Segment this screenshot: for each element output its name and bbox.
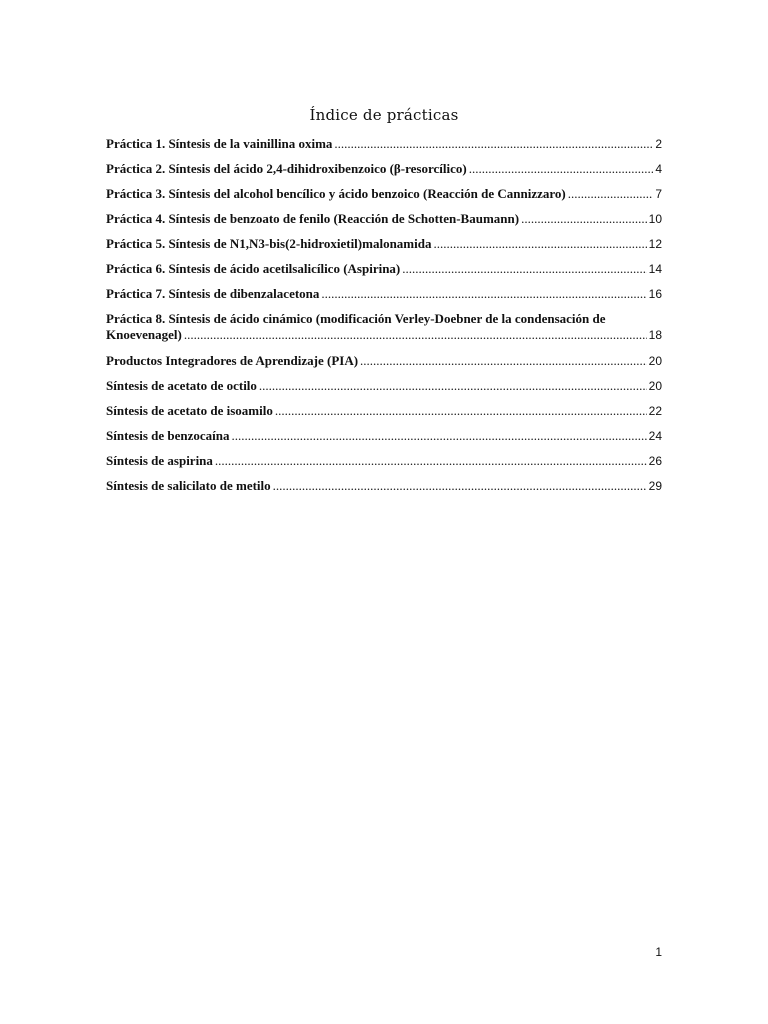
toc-entry[interactable] — [106, 186, 662, 211]
dot-leader — [215, 453, 647, 469]
toc-entry[interactable] — [106, 286, 662, 311]
toc-entry-page: 18 — [648, 328, 662, 342]
toc-entry[interactable] — [106, 453, 662, 478]
toc-entry-continuation — [106, 327, 662, 343]
toc-entry-label: Síntesis de salicilato de metilo — [106, 478, 271, 493]
toc-entry-page: 22 — [648, 404, 662, 418]
toc-entry-label: Práctica 1. Síntesis de la vainillina oxima — [106, 136, 333, 151]
toc-entry-page: 14 — [648, 262, 662, 276]
dot-leader — [469, 161, 654, 177]
toc-entry-page: 7 — [655, 187, 662, 201]
dot-leader — [360, 353, 647, 369]
dot-leader — [184, 327, 647, 343]
toc-entry[interactable] — [106, 311, 662, 353]
toc-entry-page: 12 — [648, 237, 662, 251]
toc-entry-page: 2 — [655, 137, 662, 151]
dot-leader — [232, 428, 647, 444]
dot-leader — [259, 378, 647, 394]
toc-entry-page: 10 — [648, 212, 662, 226]
toc-entry-page: 20 — [648, 379, 662, 393]
toc-entry-label: Práctica 4. Síntesis de benzoato de fenilo (Reacción de Schotten-Baumann) — [106, 211, 520, 226]
toc-entry-page: 24 — [648, 429, 662, 443]
toc-entry-label: Síntesis de benzocaína — [106, 428, 230, 443]
page-number: 1 — [655, 945, 662, 959]
table-of-contents — [106, 136, 662, 503]
toc-entry[interactable] — [106, 428, 662, 453]
toc-entry-page: 20 — [648, 354, 662, 368]
toc-entry-label: Síntesis de acetato de isoamilo — [106, 403, 273, 418]
dot-leader — [321, 286, 646, 302]
toc-entry-label: Práctica 5. Síntesis de N1,N3-bis(2-hidroxietil)malonamida — [106, 236, 432, 251]
toc-entry-page: 4 — [655, 162, 662, 176]
toc-entry[interactable] — [106, 236, 662, 261]
toc-entry[interactable] — [106, 161, 662, 186]
toc-entry-label: Síntesis de acetato de octilo — [106, 378, 257, 393]
toc-entry[interactable] — [106, 378, 662, 403]
dot-leader — [275, 403, 647, 419]
dot-leader — [521, 211, 647, 227]
toc-entry-label: Práctica 6. Síntesis de ácido acetilsalicílico (Aspirina) — [106, 261, 401, 276]
toc-entry-label: Práctica 7. Síntesis de dibenzalacetona — [106, 286, 320, 301]
dot-leader — [433, 236, 646, 252]
toc-entry-page: 26 — [648, 454, 662, 468]
toc-entry[interactable] — [106, 136, 662, 161]
toc-entry[interactable] — [106, 478, 662, 503]
toc-entry[interactable] — [106, 403, 662, 428]
toc-entry-label-continued: Knoevenagel) — [106, 327, 182, 342]
dot-leader — [273, 478, 647, 494]
toc-entry-label: Práctica 8. Síntesis de ácido cinámico (modificación Verley-Doebner de la condensación de — [106, 311, 606, 326]
toc-title: Índice de prácticas — [309, 106, 459, 124]
dot-leader — [334, 136, 653, 152]
toc-entry-page: 16 — [648, 287, 662, 301]
dot-leader — [568, 186, 654, 202]
toc-entry-label: Productos Integradores de Aprendizaje (PIA) — [106, 353, 359, 368]
toc-entry-label: Práctica 3. Síntesis del alcohol bencílico y ácido benzoico (Reacción de Cannizzaro) — [106, 186, 566, 201]
toc-entry-label: Práctica 2. Síntesis del ácido 2,4-dihidroxibenzoico (β-resorcílico) — [106, 161, 467, 176]
toc-entry-label: Síntesis de aspirina — [106, 453, 213, 468]
toc-entry[interactable] — [106, 211, 662, 236]
toc-entry[interactable] — [106, 261, 662, 286]
dot-leader — [402, 261, 646, 277]
toc-entry[interactable] — [106, 353, 662, 378]
toc-entry-page: 29 — [648, 479, 662, 493]
